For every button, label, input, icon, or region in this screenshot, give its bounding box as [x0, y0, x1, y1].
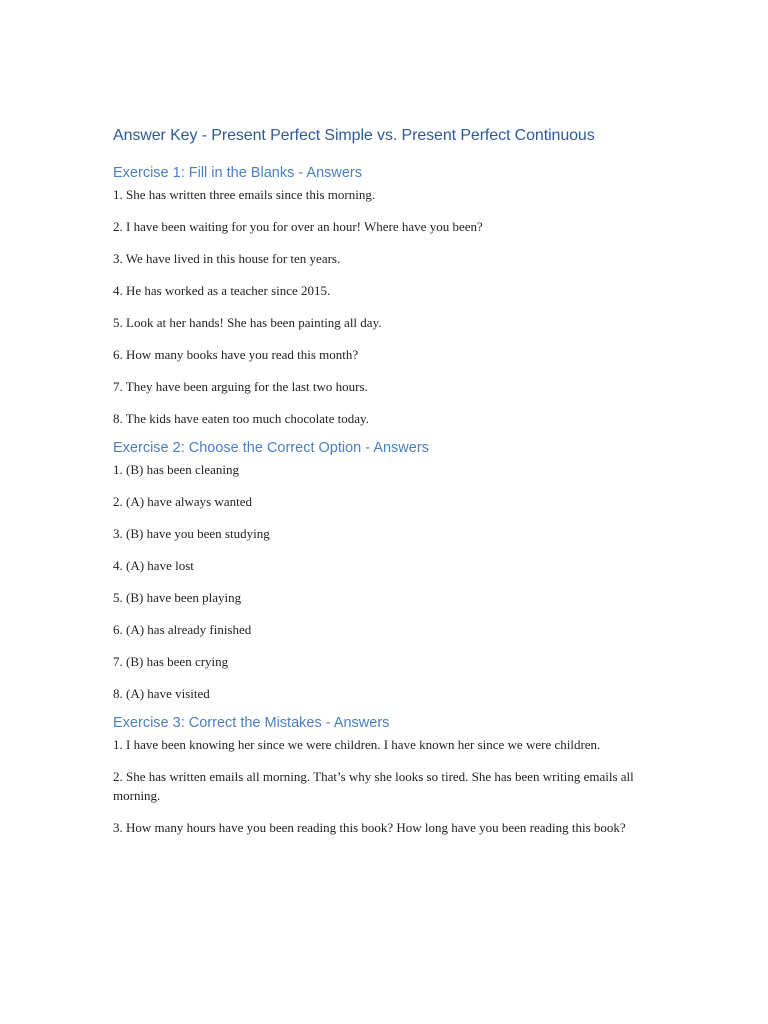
exercise-3-answer-3: 3. How many hours have you been reading this book? How long have you been reading this book?: [113, 819, 626, 835]
exercise-3-answer-2: 2. She has written emails all morning. That’s why she looks so tired. She has been writing emails all morning.: [113, 768, 634, 803]
exercise-2-answer-1: 1. (B) has been cleaning: [113, 462, 239, 477]
exercise-3-heading: Exercise 3: Correct the Mistakes - Answers: [113, 715, 390, 731]
exercise-1-answer-8: 8. The kids have eaten too much chocolate today.: [113, 411, 369, 426]
exercise-2-heading: Exercise 2: Choose the Correct Option - Answers: [113, 440, 429, 456]
exercise-2-answer-7: 7. (B) has been crying: [113, 654, 229, 669]
exercise-2-answer-list: [113, 460, 658, 703]
exercise-3-answer-list: [113, 735, 658, 837]
exercise-1-answer-1: 1. She has written three emails since this morning.: [113, 187, 376, 202]
exercise-1-answer-4: 4. He has worked as a teacher since 2015.: [113, 283, 331, 298]
exercise-1-answer-2: 2. I have been waiting for you for over an hour! Where have you been?: [113, 219, 483, 234]
exercise-1-heading: Exercise 1: Fill in the Blanks - Answers: [113, 165, 363, 181]
exercise-1-answer-5: 5. Look at her hands! She has been painting all day.: [113, 315, 382, 330]
exercise-2-answer-6: 6. (A) has already finished: [113, 622, 252, 637]
exercise-1-answer-list: [113, 185, 658, 428]
document-page: [113, 124, 658, 837]
exercise-1-answer-6: 6. How many books have you read this month?: [113, 347, 359, 362]
exercise-2-answer-8: 8. (A) have visited: [113, 686, 210, 701]
exercise-1-answer-3: 3. We have lived in this house for ten years.: [113, 251, 341, 266]
exercise-2-answer-3: 3. (B) have you been studying: [113, 526, 270, 541]
exercise-3-answer-1: 1. I have been knowing her since we were children. I have known her since we were children.: [113, 737, 601, 752]
exercise-2-answer-2: 2. (A) have always wanted: [113, 494, 252, 509]
exercise-1-answer-7: 7. They have been arguing for the last two hours.: [113, 379, 368, 394]
exercise-2-answer-4: 4. (A) have lost: [113, 558, 194, 573]
document-title: Answer Key - Present Perfect Simple vs. Present Perfect Continuous: [113, 127, 595, 144]
exercise-2-answer-5: 5. (B) have been playing: [113, 590, 242, 605]
